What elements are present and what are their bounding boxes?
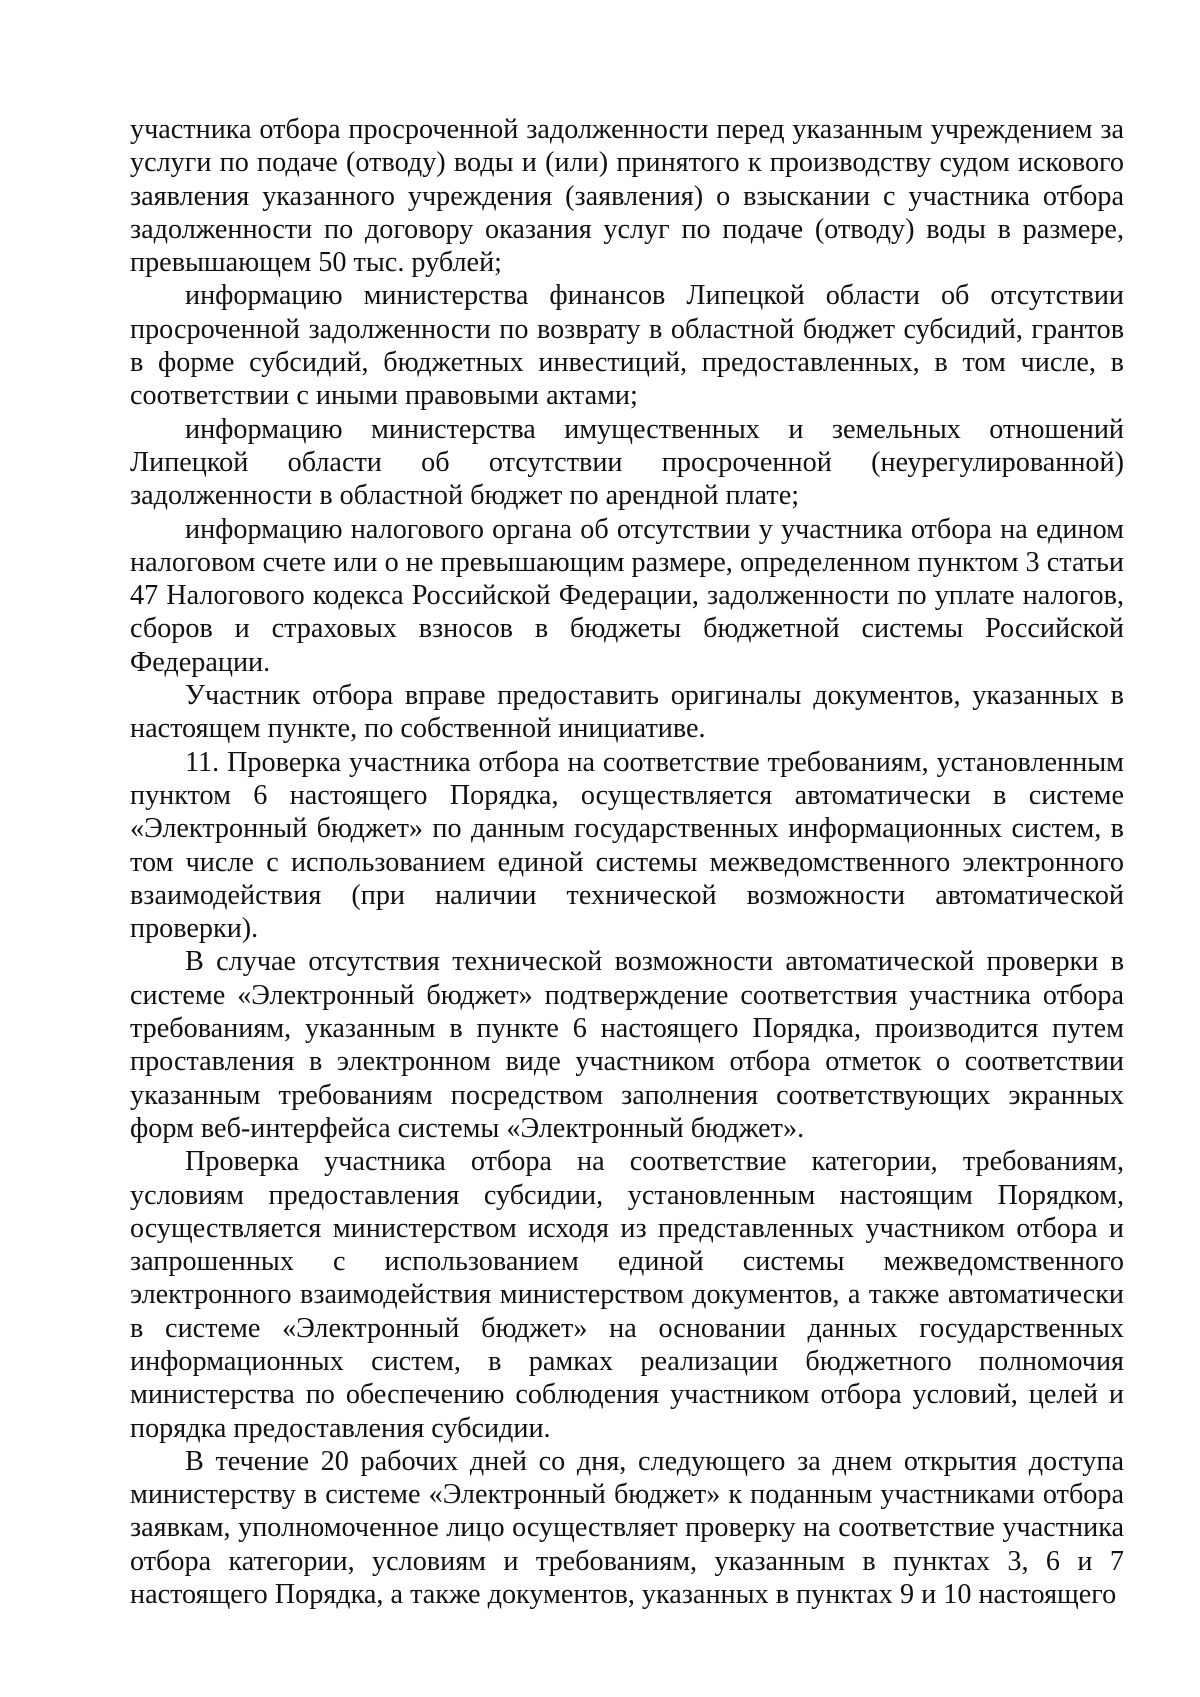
- paragraph-originals-right: Участник отбора вправе предоставить оригиналы документов, указанных в настоящем пункте, по собственной инициативе.: [130, 680, 1124, 745]
- paragraph-manual-check: В случае отсутствия технической возможности автоматической проверки в системе «Электронный бюджет» подтверждение соответствия участника отбора требованиям, указанным в пункте 6 настоящего Порядка, производится путем проставления в электронном виде участником отбора отметок о соответствии указанным требованиям посредством заполнения соответствующих экранных форм веб-интерфейса системы «Электронный бюджет».: [130, 946, 1124, 1144]
- document-body: [130, 113, 1124, 1611]
- paragraph-continuation: участника отбора просроченной задолженности перед указанным учреждением за услуги по подаче (отводу) воды и (или) принятого к производству судом искового заявления указанного учреждения (заявления) о взыскании с участника отбора задолженности по договору оказания услуг по подаче (отводу) воды в размере, превышающем 50 тыс. рублей;: [130, 114, 1124, 279]
- paragraph-item-11: 11. Проверка участника отбора на соответствие требованиям, установленным пунктом 6 настоящего Порядка, осуществляется автоматически в системе «Электронный бюджет» по данным государственных информационных систем, в том числе с использованием единой системы межведомственного электронного взаимодействия (при наличии технической возможности автоматической проверки).: [130, 746, 1124, 945]
- paragraph-ministry-check: Проверка участника отбора на соответствие категории, требованиям, условиям предоставления субсидии, установленным настоящим Порядком, осуществляется министерством исходя из представленных участником отбора и запрошенных с использованием единой системы межведомственного электронного взаимодействия министерством документов, а также автоматически в системе «Электронный бюджет» на основании данных государственных информационных систем, в рамках реализации бюджетного полномочия министерства по обеспечению соблюдения участником отбора условий, целей и порядка предоставления субсидии.: [130, 1146, 1124, 1444]
- paragraph-tax-authority-info: информацию налогового органа об отсутствии у участника отбора на едином налоговом счете или о не превышающим размере, определенном пунктом 3 статьи 47 Налогового кодекса Российской Федерации, задолженности по уплате налогов, сборов и страховых взносов в бюджеты бюджетной системы Российской Федерации.: [130, 513, 1124, 678]
- paragraph-finance-ministry-info: информацию министерства финансов Липецкой области об отсутствии просроченной задолженности по возврату в областной бюджет субсидий, грантов в форме субсидий, бюджетных инвестиций, предоставленных, в том числе, в соответствии с иными правовыми актами;: [130, 280, 1124, 412]
- paragraph-property-ministry-info: информацию министерства имущественных и земельных отношений Липецкой области об отсутствии просроченной (неурегулированной) задолженности в областной бюджет по арендной плате;: [130, 413, 1124, 512]
- paragraph-review-period: В течение 20 рабочих дней со дня, следующего за днем открытия доступа министерству в системе «Электронный бюджет» к поданным участниками отбора заявкам, уполномоченное лицо осуществляет проверку на соответствие участника отбора категории, условиям и требованиям, указанным в пунктах 3, 6 и 7 настоящего Порядка, а также документов, указанных в пунктах 9 и 10 настоящего: [130, 1445, 1124, 1611]
